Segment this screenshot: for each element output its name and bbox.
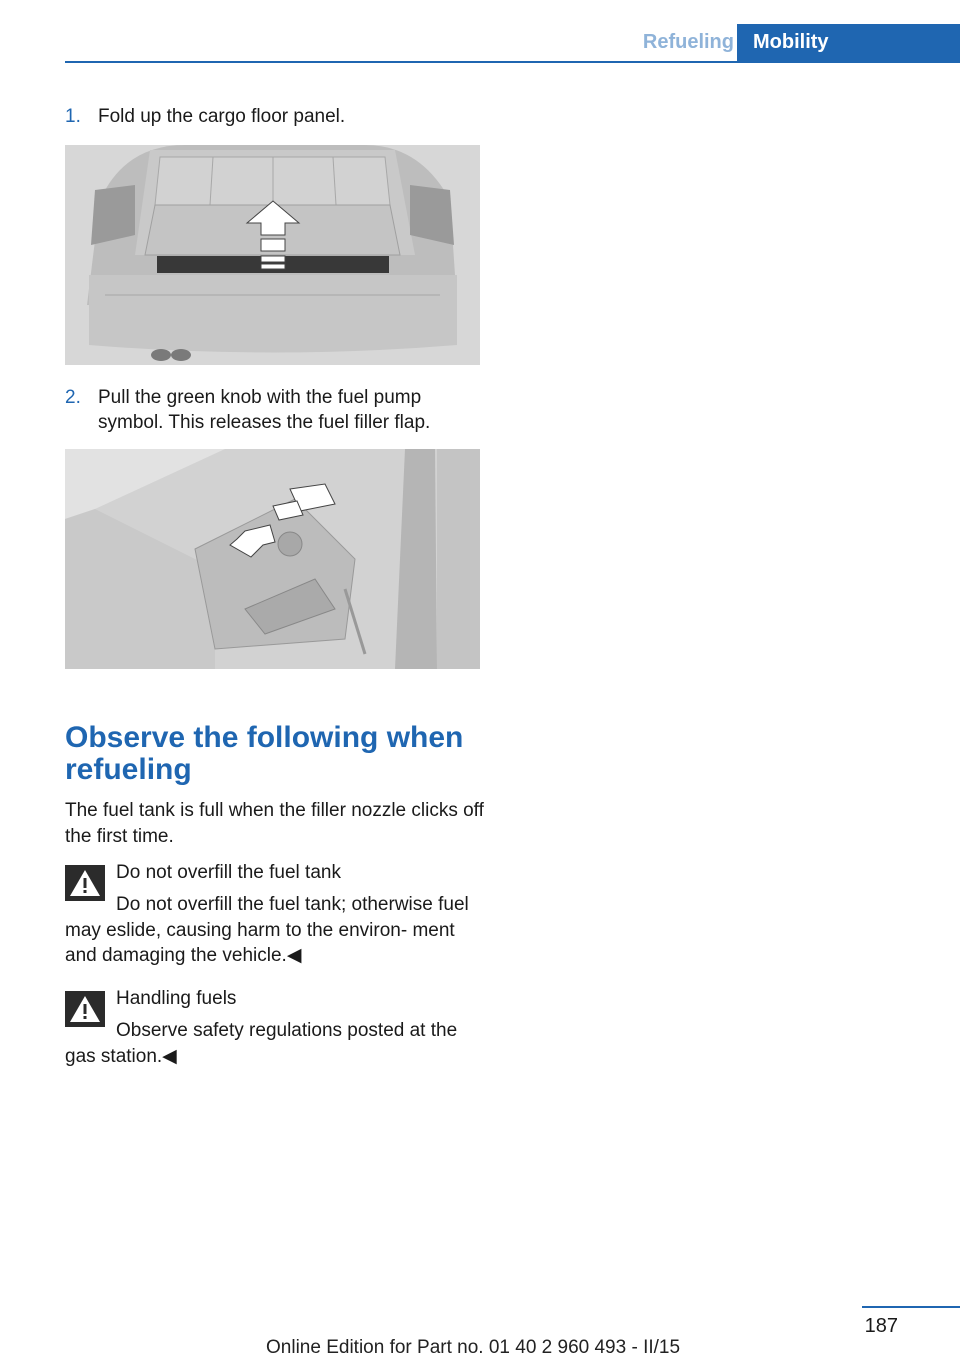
header-rule: [65, 61, 960, 63]
step-text: Pull the green knob with the fuel pump symbol. This releases the fuel filler flap.: [98, 387, 431, 433]
edition-line: Online Edition for Part no. 01 40 2 960 493 - II/15: [266, 1337, 681, 1358]
step-number: 1.: [65, 106, 81, 127]
page-number: 187: [864, 1315, 898, 1337]
fuel-knob-illustration: [65, 449, 480, 669]
header-section-label: Refueling: [642, 31, 734, 53]
section-heading: Observe the following when refueling: [65, 721, 464, 786]
step-number: 2.: [65, 387, 81, 408]
header-chapter-tab: Mobility: [737, 24, 960, 63]
intro-paragraph: The fuel tank is full when the filler nozzle clicks off the first time.: [65, 800, 484, 847]
warning-title: Do not overfill the fuel tank: [116, 862, 341, 883]
warning-body: Do not overfill the fuel tank; otherwise fuel may eslide, causing harm to the environ- ment and damaging the vehicle.◀: [65, 894, 469, 966]
cargo-floor-illustration: [65, 145, 480, 365]
footer-rule: [862, 1306, 960, 1308]
warning-body: Observe safety regulations posted at the gas station.◀: [65, 1020, 458, 1067]
warning-title: Handling fuels: [116, 988, 237, 1009]
step-text: Fold up the cargo floor panel.: [98, 106, 346, 127]
